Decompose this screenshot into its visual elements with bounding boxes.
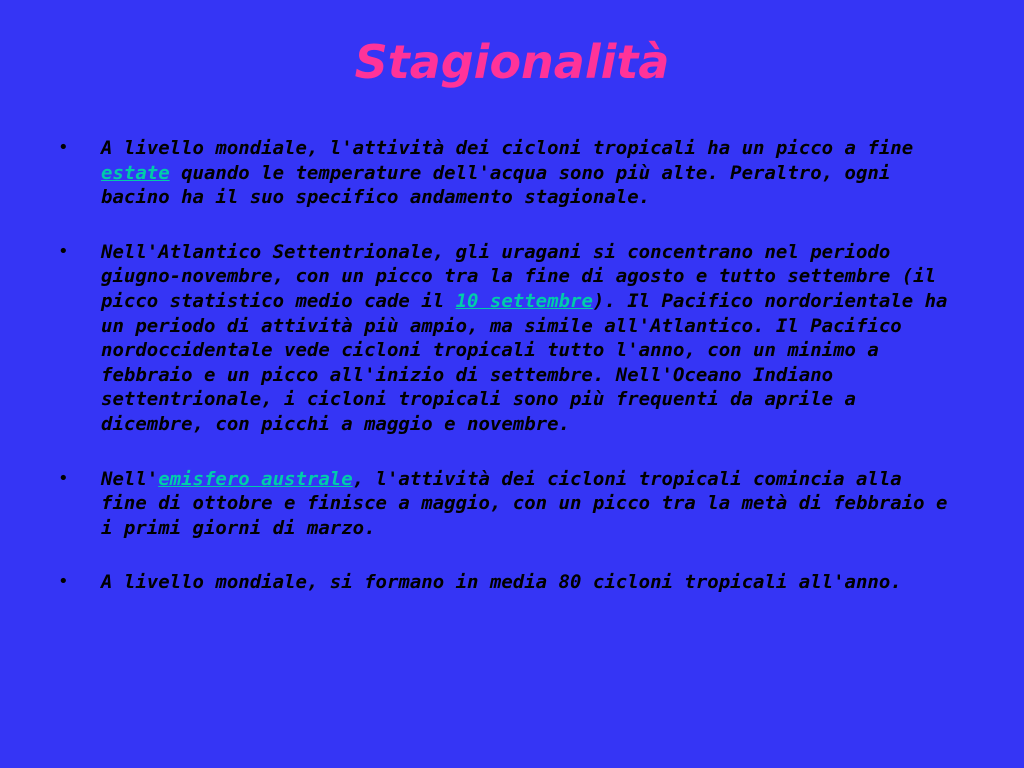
bullet-list (58, 136, 958, 625)
link-estate[interactable]: estate (101, 161, 170, 184)
bullet-text: Nell' (101, 467, 159, 490)
link-emisfero-australe[interactable]: emisfero australe (158, 467, 353, 490)
link-10-settembre[interactable]: 10 settembre (455, 289, 593, 312)
slide-title: Stagionalità (354, 35, 670, 89)
bullet-text: A livello mondiale, si formano in media 80 cicloni tropicali all'anno. (101, 571, 902, 594)
bullet-item-southern-hemisphere (58, 467, 958, 541)
bullet-marker: • (58, 240, 69, 262)
bullet-marker: • (58, 571, 69, 593)
bullet-text: quando le temperature dell'acqua sono più alte. Peraltro, ogni bacino ha il suo specifico andamento stagionale. (101, 161, 891, 209)
bullet-text: A livello mondiale, l'attività dei cicloni tropicali ha un picco a fine (101, 137, 914, 159)
bullet-marker: • (58, 137, 69, 158)
bullet-text: , l'attività dei cicloni tropicali comincia alla fine di ottobre e finisce a maggio, con un picco tra la metà di febbraio e i primi giorni di marzo. (101, 467, 948, 539)
bullet-marker: • (58, 467, 69, 489)
bullet-item-yearly-average (58, 570, 958, 595)
bullet-item-north-atlantic (58, 240, 958, 437)
bullet-text: ). Il Pacifico nordorientale ha un periodo di attività più ampio, ma simile all'Atlantico. Il Pacifico nordoccidentale vede cicloni tropicali tutto l'anno, con un minimo a febbraio e un picco all'inizio di settembre. Nell'Oceano Indiano settentrionale, i cicloni tropicali sono più frequenti da aprile a dicembre, con picchi a maggio e novembre. (101, 289, 948, 435)
bullet-item-global-peak (58, 136, 958, 210)
bullet-text: Nell'Atlantico Settentrionale, gli uragani si concentrano nel periodo giugno-novembre, con un picco tra la fine di agosto e tutto settembre (il picco statistico medio cade il (101, 240, 937, 312)
